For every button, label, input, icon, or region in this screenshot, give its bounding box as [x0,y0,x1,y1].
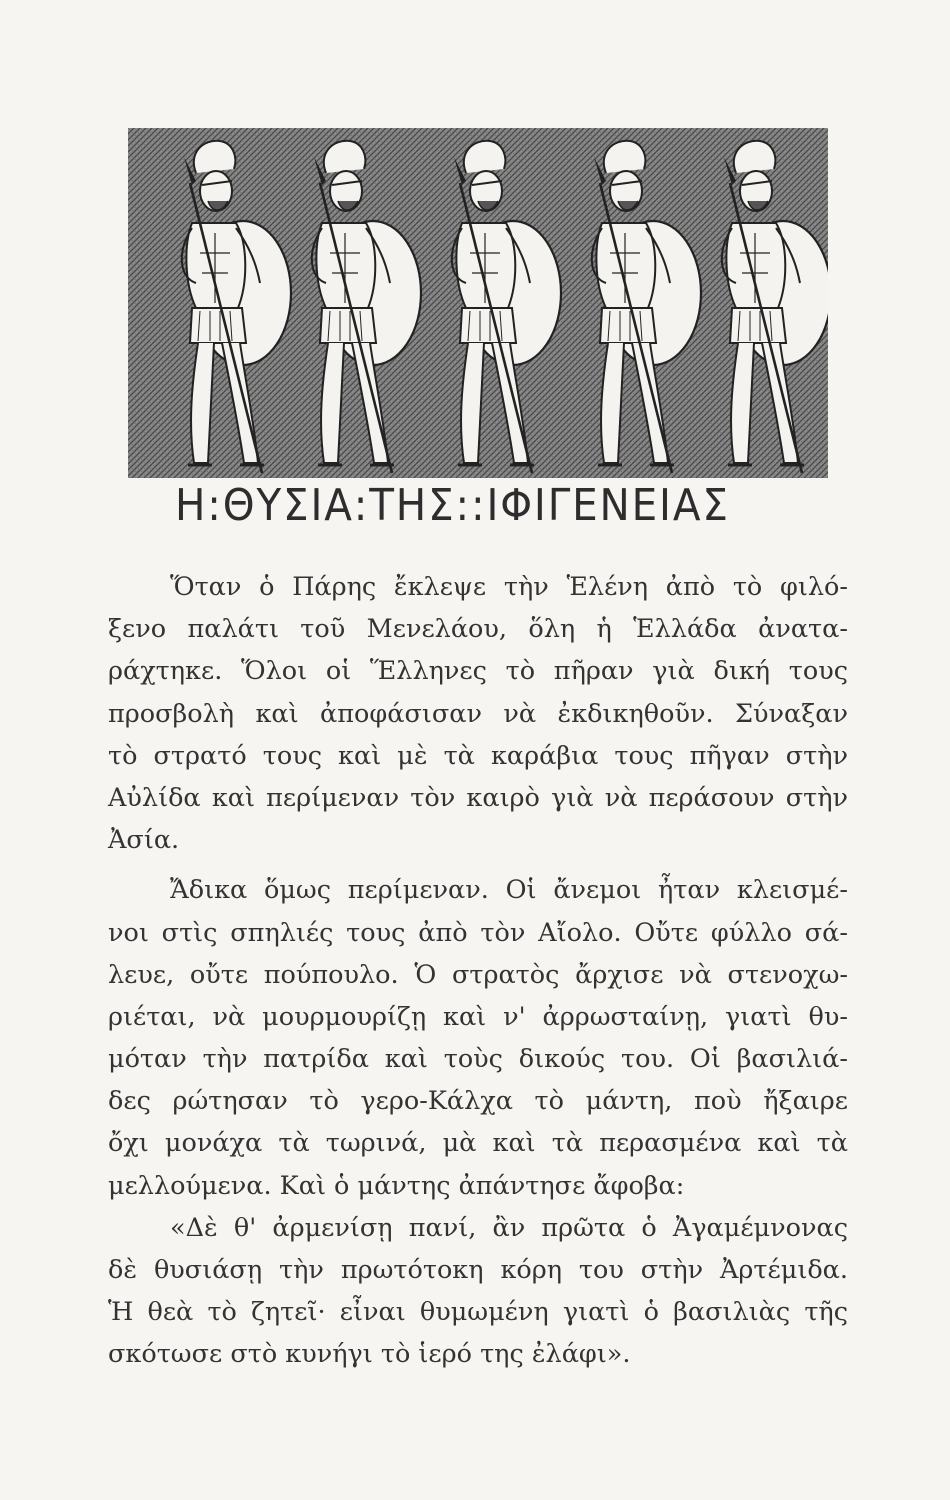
paragraph-2 [108,869,848,1207]
text-line: λευε, οὔτε πούπουλο. Ὁ στρατὸς ἄρχισε νὰ στενοχω- [108,959,848,990]
paragraph-1 [108,566,848,861]
text-line: δες ρώτησαν τὸ γερο-Κάλχα τὸ μάντη, ποὺ ἤξαιρε [108,1086,848,1117]
text-line: ὄχι μονάχα τὰ τωρινά, μὰ καὶ τὰ περασμένα καὶ τὰ [108,1128,848,1159]
text-line: ράχτηκε. Ὅλοι οἱ Ἕλληνες τὸ πῆραν γιὰ δική τους [108,656,848,687]
text-line: Ἄδικα ὅμως περίμεναν. Οἱ ἄνεμοι ἦταν κλεισμέ- [170,875,848,906]
paragraph-3-quote [108,1207,848,1376]
text-line: Ἀσία. [108,825,180,856]
text-line: Ἡ θεὰ τὸ ζητεῖ· εἶναι θυμωμένη γιατὶ ὁ βασιλιὰς τῆς [108,1297,848,1328]
text-line: τὸ στρατό τους καὶ μὲ τὰ καράβια τους πῆγαν στὴν [108,740,848,771]
text-line: προσβολὴ καὶ ἀποφάσισαν νὰ ἐκδικηθοῦν. Σύναξαν [108,698,848,729]
text-line: Ὅταν ὁ Πάρης ἔκλεψε τὴν Ἑλένη ἀπὸ τὸ φιλό- [170,572,848,602]
text-line: ριέται, νὰ μουρμουρίζῃ καὶ ν' ἀρρωσταίνῃ, γιατὶ θυ- [108,1001,848,1032]
text-line: σκότωσε στὸ κυνήγι τὸ ἱερό της ἐλάφι». [108,1339,631,1370]
text-line: Αὐλίδα καὶ περίμεναν τὸν καιρὸ γιὰ νὰ περάσουν στὴν [108,782,848,813]
text-line: ξενο παλάτι τοῦ Μενελάου, ὅλη ἡ Ἑλλάδα ἀνατα- [108,614,848,645]
text-line: δὲ θυσιάσῃ τὴν πρωτότοκη κόρη του στὴν Ἀρτέμιδα. [108,1255,848,1285]
text-line: «Δὲ θ' ἀρμενίσῃ πανί, ἂν πρῶτα ὁ Ἀγαμέμνονας [170,1212,848,1243]
text-line: μόταν τὴν πατρίδα καὶ τοὺς δικούς του. Οἱ βασιλιά- [108,1044,848,1075]
body-text [108,566,848,1376]
text-line: νοι στὶς σπηλιές τους ἀπὸ τὸν Αἴολο. Οὔτε φύλλο σά- [108,917,848,948]
text-line: μελλούμενα. Καὶ ὁ μάντης ἀπάντησε ἄφοβα: [108,1170,685,1201]
illustration-caption: Η:ΘΥΣΙΑ:ΤΗΣ::ΙΦΙΓΕΝΕΙΑΣ [175,480,730,531]
warriors-frieze-illustration [128,128,828,478]
